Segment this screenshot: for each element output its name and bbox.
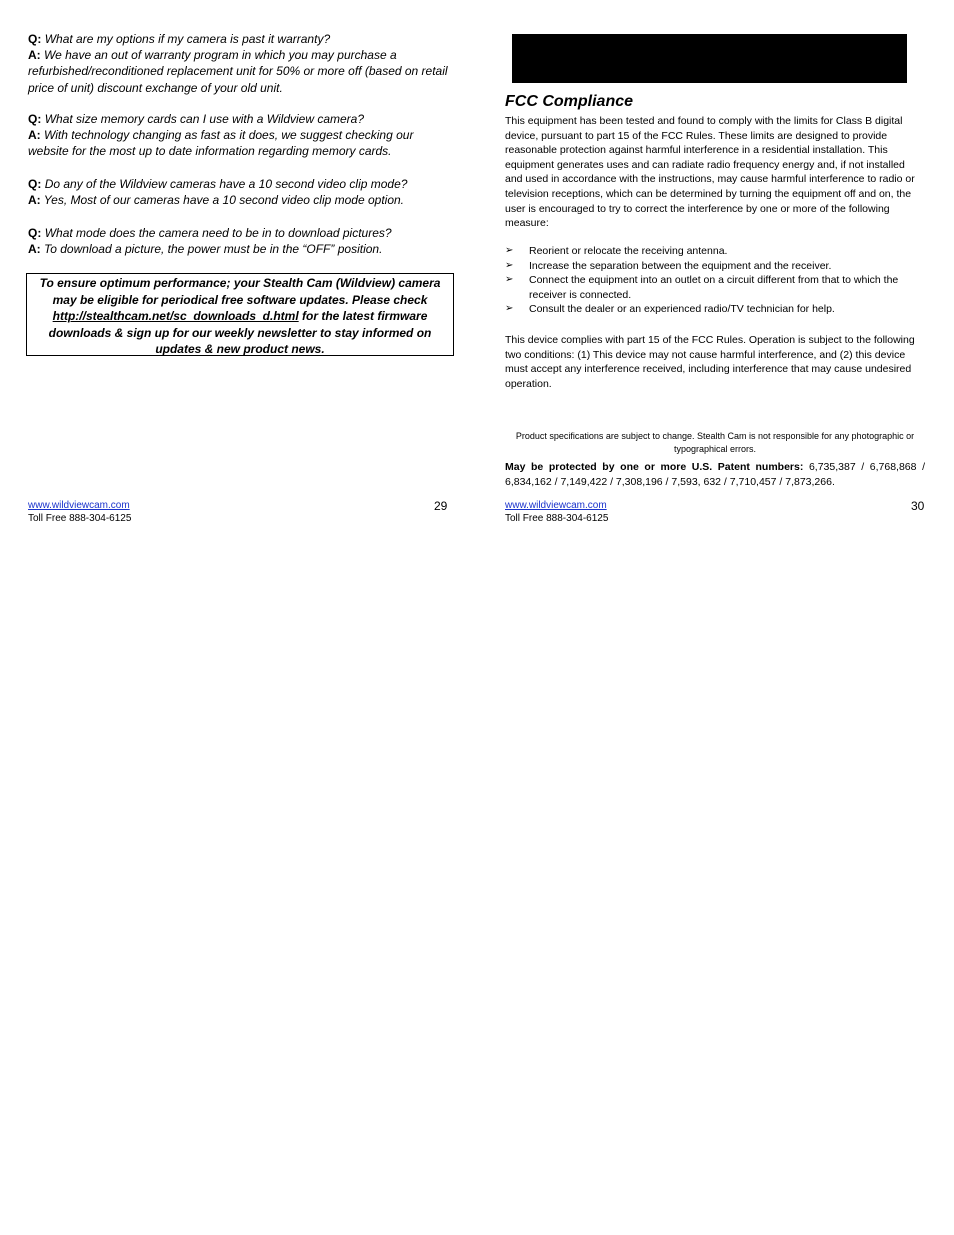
list-item: ➢ Increase the separation between the equipment and the receiver. — [505, 259, 832, 272]
list-item: ➢ Reorient or relocate the receiving antenna. — [505, 245, 728, 257]
notice-text: To ensure optimum performance; your Stealth Cam (Wildview) camera may be eligible for periodical free software updates. Please check — [39, 276, 441, 307]
patent-notice — [505, 460, 925, 489]
firmware-notice-box — [26, 273, 454, 356]
toll-free-phone: Toll Free 888-304-6125 — [505, 513, 609, 524]
toll-free-phone: Toll Free 888-304-6125 — [28, 513, 132, 524]
question-label: Q: — [28, 177, 42, 191]
answer-text: We have an out of warranty program in which you may purchase a refurbished/reconditioned replacement unit for 50% or more off (based on retail price of unit) discount exchange of your old unit. — [28, 48, 448, 95]
page-footer — [505, 499, 608, 525]
answer-label: A: — [28, 48, 41, 63]
notice-text: for the latest firmware downloads & sign up for our weekly newsletter to stay informed on updates & new product news. — [48, 309, 432, 356]
answer-text: Yes, Most of our cameras have a 10 second video clip mode option. — [43, 193, 405, 208]
fcc-title: FCC Compliance — [505, 93, 634, 110]
page-number: 29 — [434, 499, 448, 513]
disclaimer-text: Product specifications are subject to change. Stealth Cam is not responsible for any photographic or typographical errors. — [515, 431, 915, 454]
arrow-bullet-icon: ➢ — [505, 245, 514, 256]
black-banner — [512, 34, 907, 83]
firmware-download-link[interactable]: http://stealthcam.net/sc_downloads_d.html — [52, 309, 299, 323]
patent-numbers: 6,735,387 / 6,768,868 / 6,834,162 / 7,149,422 / 7,308,196 / 7,593, 632 / 7,710,457 / 7,873,266. — [505, 461, 925, 488]
list-item: ➢ Connect the equipment into an outlet on a circuit different from that to which the receiver is connected. — [505, 274, 899, 301]
faq-item — [28, 111, 456, 160]
measures-list — [505, 244, 925, 317]
arrow-bullet-icon: ➢ — [505, 303, 514, 315]
question-text: Do any of the Wildview cameras have a 10 second video clip mode? — [44, 177, 408, 191]
question-label: Q: — [28, 226, 42, 240]
question-text: What size memory cards can I use with a Wildview camera? — [44, 112, 365, 126]
arrow-bullet-icon: ➢ — [505, 259, 514, 271]
answer-label: A: — [28, 193, 41, 208]
arrow-bullet-icon: ➢ — [505, 274, 514, 286]
website-link[interactable]: www.wildviewcam.com — [505, 500, 607, 511]
question-label: Q: — [28, 112, 42, 126]
compliance-paragraph: This device complies with part 15 of the FCC Rules. Operation is subject to the following two conditions: (1) This device may not cause harmful interference, and (2) this device must accept any interference received, including interference that may cause undesired operation. — [505, 334, 915, 390]
answer-label: A: — [28, 128, 41, 143]
answer-text: To download a picture, the power must be in the “OFF” position. — [44, 242, 383, 257]
question-text: What mode does the camera need to be in to download pictures? — [44, 226, 392, 240]
question-label: Q: — [28, 32, 42, 46]
answer-text: With technology changing as fast as it does, we suggest checking our website for the most up to date information regarding memory cards. — [28, 128, 414, 159]
answer-label: A: — [28, 242, 41, 257]
question-text: What are my options if my camera is past it warranty? — [44, 32, 331, 46]
page-number: 30 — [911, 499, 925, 513]
faq-item — [28, 31, 456, 96]
fcc-intro-paragraph: This equipment has been tested and found to comply with the limits for Class B digital device, pursuant to part 15 of the FCC Rules. These limits are designed to provide reasonable protection against harmful interference in a residential installation. This equipment generates uses and can radiate radio frequency energy and, if not installed and used in accordance with the instructions, may cause harmful interference to radio or television receptions, which can be determined by turning the equipment off and on, the user is encouraged to try to correct the interference by one or more of the following measure: — [505, 115, 915, 230]
page-footer — [28, 499, 131, 525]
faq-item — [28, 176, 456, 208]
patent-label: May be protected by one or more U.S. Patent numbers: — [505, 461, 804, 473]
website-link[interactable]: www.wildviewcam.com — [28, 500, 130, 511]
faq-item — [28, 225, 456, 257]
list-item: ➢ Consult the dealer or an experienced radio/TV technician for help. — [505, 303, 835, 316]
